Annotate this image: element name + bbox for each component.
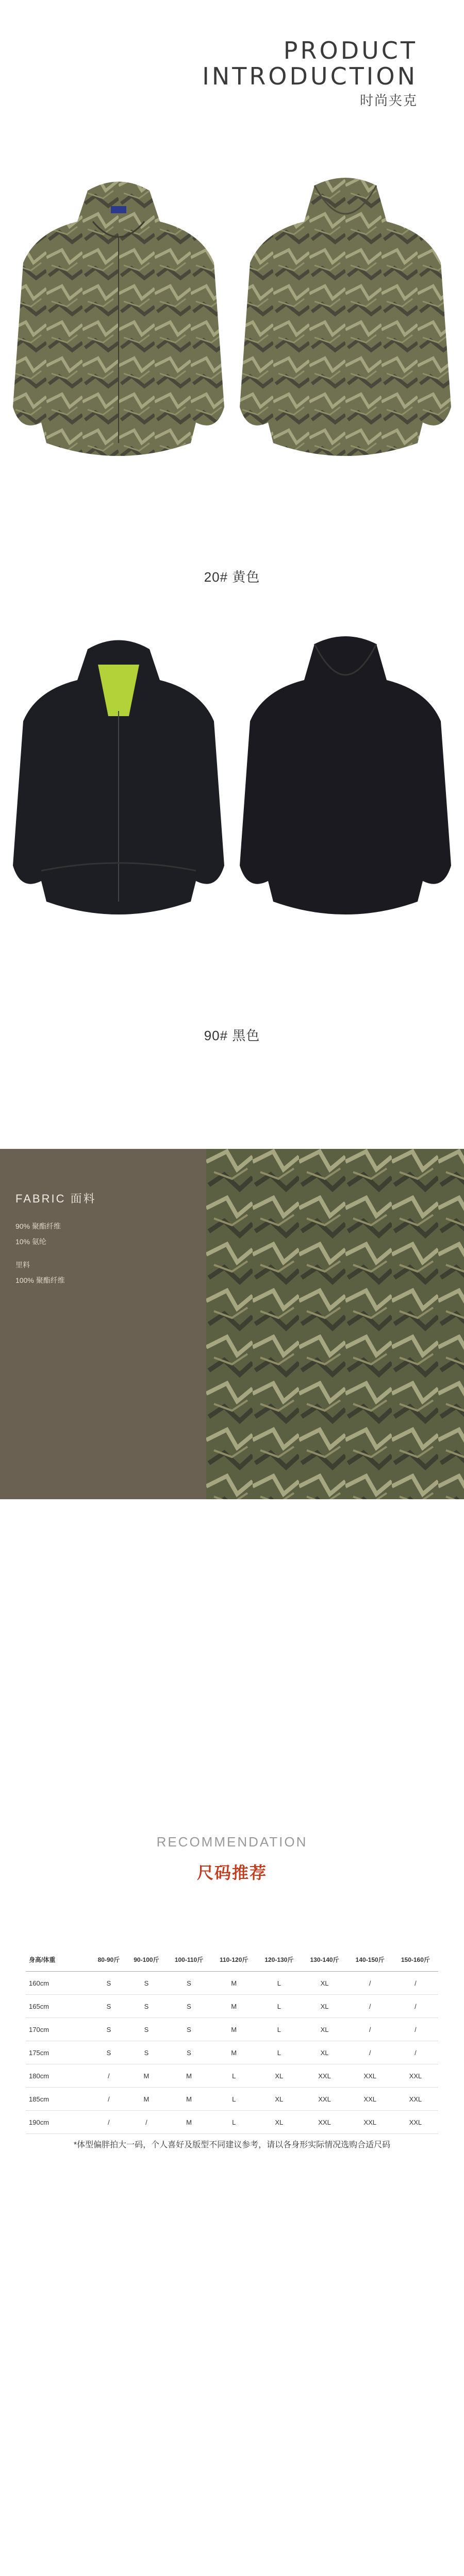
height-cell: 165cm [26,1995,91,2018]
table-row [26,2088,438,2111]
fabric-texture-image [206,1149,464,1499]
size-cell: M [211,1995,256,2018]
size-cell: M [211,2018,256,2041]
table-row [26,2111,438,2134]
size-table-header: 140-150斤 [347,1947,393,1972]
size-cell: S [126,2041,167,2064]
size-cell: / [393,1995,438,2018]
size-cell: S [167,2018,211,2041]
header-title-line1: PRODUCT [283,37,418,64]
size-cell: XL [302,1972,347,1995]
size-cell: / [91,2064,126,2088]
size-cell: S [91,2018,126,2041]
size-cell: L [211,2111,256,2134]
variant-caption-yellow: 20# 黄色 [204,569,260,585]
size-cell: S [167,1995,211,2018]
jacket-green-back-image [237,175,454,474]
size-cell: XXL [393,2111,438,2134]
table-row [26,1995,438,2018]
size-cell: S [126,1972,167,1995]
size-cell: L [256,1995,302,2018]
size-table-header: 110-120斤 [211,1947,256,1972]
size-table-note: *体型偏胖拍大一码，个人喜好及版型不同建议参考，请以各身形实际情况选购合适尺码 [73,2141,391,2149]
height-cell: 175cm [26,2041,91,2064]
height-cell: 190cm [26,2111,91,2134]
fabric-line-2: 10% 氨纶 [15,1238,46,1246]
size-cell: / [347,1972,393,1995]
size-cell: L [211,2088,256,2111]
size-cell: XL [256,2111,302,2134]
header-title-line2: INTRODUCTION [202,62,418,90]
size-cell: S [91,1972,126,1995]
size-cell: XL [302,2018,347,2041]
size-cell: XXL [347,2088,393,2111]
size-cell: M [211,1972,256,1995]
size-cell: / [393,2018,438,2041]
size-cell: XXL [302,2064,347,2088]
size-cell: M [167,2064,211,2088]
size-cell: L [256,2018,302,2041]
size-table-header: 身高/体重 [26,1947,91,1972]
fabric-title: FABRIC 面料 [15,1192,96,1205]
size-cell: M [211,2041,256,2064]
header-subtitle: 时尚夹克 [359,93,418,108]
size-table-header: 150-160斤 [393,1947,438,1972]
jacket-black-front-image [10,634,227,933]
size-cell: M [126,2088,167,2111]
height-cell: 185cm [26,2088,91,2111]
size-table-header: 100-110斤 [167,1947,211,1972]
variant-caption-black: 90# 黑色 [204,1028,260,1043]
size-cell: XXL [302,2111,347,2134]
size-cell: / [393,1972,438,1995]
size-cell: XL [302,1995,347,2018]
size-cell: / [91,2111,126,2134]
height-cell: 170cm [26,2018,91,2041]
size-cell: / [347,2018,393,2041]
size-cell: S [167,2041,211,2064]
size-cell: XL [256,2088,302,2111]
table-row [26,2018,438,2041]
jacket-green-front-image [10,175,227,474]
size-cell: M [167,2088,211,2111]
size-cell: S [126,1995,167,2018]
fabric-line-4: 100% 聚酯纤维 [15,1276,65,1284]
size-cell: XXL [302,2088,347,2111]
size-table-header-row [26,1947,438,1972]
size-cell: S [91,2041,126,2064]
size-table-header: 90-100斤 [126,1947,167,1972]
size-cell: S [91,1995,126,2018]
size-table-header: 130-140斤 [302,1947,347,1972]
recommendation-title-en: RECOMMENDATION [156,1834,308,1850]
size-cell: M [167,2111,211,2134]
size-table-header: 80-90斤 [91,1947,126,1972]
size-table [26,1947,438,2134]
size-table-header: 120-130斤 [256,1947,302,1972]
size-cell: XL [256,2064,302,2088]
jacket-black-back-image [237,634,454,933]
size-cell: / [347,2041,393,2064]
table-row [26,1972,438,1995]
size-cell: XXL [347,2111,393,2134]
size-cell: L [256,2041,302,2064]
size-cell: M [126,2064,167,2088]
size-cell: L [211,2064,256,2088]
recommendation-title-cn: 尺码推荐 [196,1863,267,1882]
table-row [26,2041,438,2064]
size-cell: XL [302,2041,347,2064]
size-cell: L [256,1972,302,1995]
table-row [26,2064,438,2088]
height-cell: 180cm [26,2064,91,2088]
size-cell: / [347,1995,393,2018]
height-cell: 160cm [26,1972,91,1995]
size-cell: / [126,2111,167,2134]
size-cell: / [91,2088,126,2111]
fabric-line-3: 里料 [15,1261,30,1269]
size-cell: S [126,2018,167,2041]
size-cell: / [393,2041,438,2064]
size-cell: XXL [393,2064,438,2088]
size-cell: XXL [393,2088,438,2111]
size-cell: S [167,1972,211,1995]
fabric-line-1: 90% 聚酯纤维 [15,1222,61,1230]
size-cell: XXL [347,2064,393,2088]
